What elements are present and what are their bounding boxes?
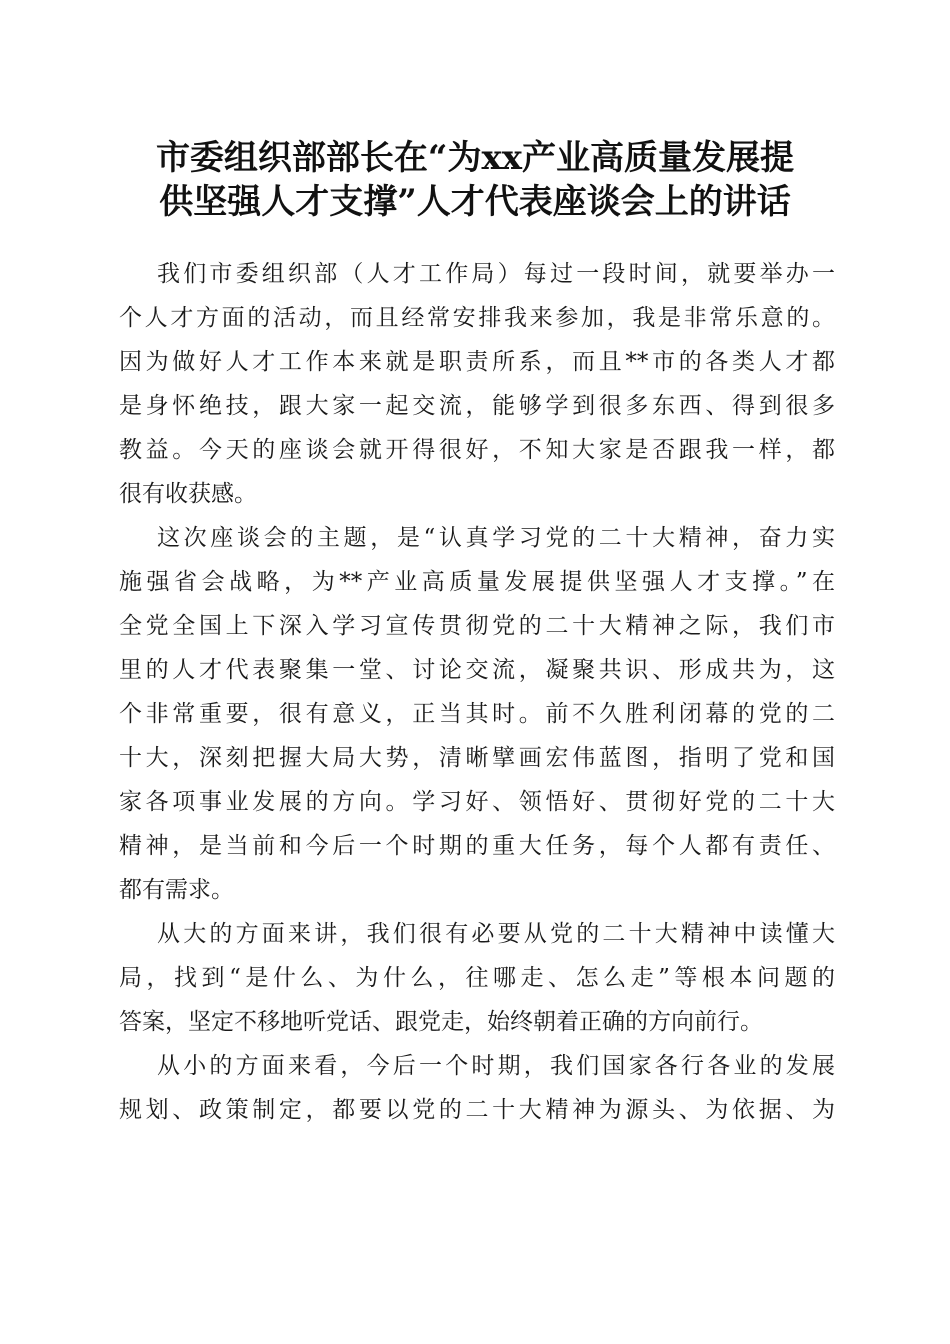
text-line: 规划、政策制定，都要以党的二十大精神为源头、为依据、为 <box>119 1097 835 1123</box>
text-line: 家各项事业发展的方向。学习好、领悟好、贯彻好党的二十大 <box>119 789 835 815</box>
paragraph-3 <box>119 912 835 1044</box>
text-line: 都有需求。 <box>119 877 234 903</box>
text-line: 教益。今天的座谈会就开得很好，不知大家是否跟我一样，都 <box>119 437 835 463</box>
paragraph-1 <box>119 252 835 516</box>
paragraph-4 <box>119 1044 835 1132</box>
text-line: 我们市委组织部（人才工作局）每过一段时间，就要举办一 <box>157 261 835 287</box>
text-line: 因为做好人才工作本来就是职责所系，而且**市的各类人才都 <box>119 349 835 375</box>
text-line: 十大，深刻把握大局大势，清晰擘画宏伟蓝图，指明了党和国 <box>119 745 835 771</box>
text-line: 答案，坚定不移地听党话、跟党走，始终朝着正确的方向前行。 <box>119 1009 763 1035</box>
paragraph-2 <box>119 516 835 912</box>
text-line: 精神，是当前和今后一个时期的重大任务，每个人都有责任、 <box>119 833 835 859</box>
page-title <box>100 136 850 224</box>
text-line: 全党全国上下深入学习宣传贯彻党的二十大精神之际，我们市 <box>119 613 835 639</box>
title-line-2: 供坚强人才支撑”人才代表座谈会上的讲话 <box>159 182 791 222</box>
text-line: 局，找到“是什么、为什么，往哪走、怎么走”等根本问题的 <box>119 965 835 991</box>
text-line: 从大的方面来讲，我们很有必要从党的二十大精神中读懂大 <box>157 921 835 947</box>
text-line: 这次座谈会的主题，是“认真学习党的二十大精神，奋力实 <box>157 525 835 551</box>
text-line: 很有收获感。 <box>119 481 257 507</box>
title-line-1: 市委组织部部长在“为xx产业高质量发展提 <box>155 138 795 178</box>
text-line: 个人才方面的活动，而且经常安排我来参加，我是非常乐意的。 <box>119 305 835 331</box>
text-line: 个非常重要，很有意义，正当其时。前不久胜利闭幕的党的二 <box>119 701 835 727</box>
text-line: 是身怀绝技，跟大家一起交流，能够学到很多东西、得到很多 <box>119 393 835 419</box>
text-line: 施强省会战略，为**产业高质量发展提供坚强人才支撑。”在 <box>119 569 835 595</box>
text-line: 从小的方面来看，今后一个时期，我们国家各行各业的发展 <box>157 1053 835 1079</box>
body-text <box>119 252 835 1132</box>
text-line: 里的人才代表聚集一堂、讨论交流，凝聚共识、形成共为，这 <box>119 657 835 683</box>
